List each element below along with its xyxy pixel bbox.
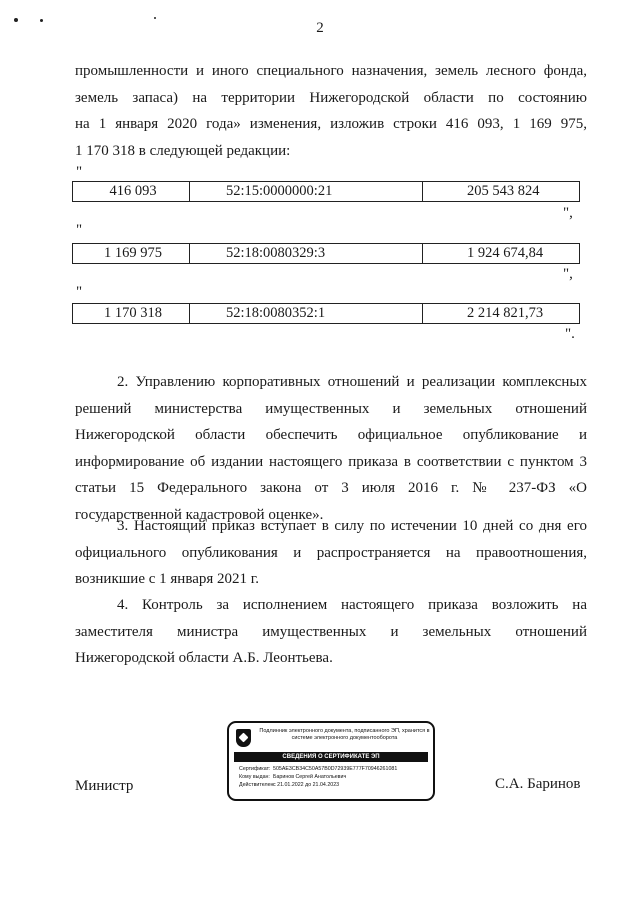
open-quote: "	[76, 222, 83, 238]
electronic-signature-stamp	[227, 721, 435, 801]
row-number: 1 169 975	[73, 244, 190, 264]
text-line: промышленности и иного специального назначения, земель лесного фонда,	[75, 63, 587, 79]
text-line: Нижегородской области А.Б. Леонтьева.	[75, 650, 333, 666]
signatory-title: Министр	[75, 778, 134, 794]
open-quote: "	[76, 284, 83, 300]
valid-value: с 21.01.2022 до 21.04.2023	[273, 782, 340, 788]
paragraph-4	[75, 592, 587, 672]
cadastral-number: 52:18:0080329:3	[190, 244, 423, 264]
text-line: государственной кадастровой оценке».	[75, 506, 324, 523]
cert-label: Сертификат:	[239, 766, 271, 772]
stamp-band: СВЕДЕНИЯ О СЕРТИФИКАТЕ ЭП	[234, 752, 428, 762]
close-quote: ",	[563, 266, 573, 282]
text-line: решений министерства имущественных и земельных отношений	[75, 400, 587, 417]
close-quote: ".	[565, 326, 575, 342]
intro-paragraph	[75, 58, 587, 164]
text-line: Нижегородской области обеспечить официальное опубликование и	[75, 427, 587, 443]
text-line: на 1 января 2020 года» изменения, изложив строки 416 093, 1 169 975,	[75, 116, 587, 132]
signatory-name: С.А. Баринов	[495, 776, 581, 792]
text-line: информирование об издании настоящего приказа в соответствии с пунктом 3	[75, 453, 587, 470]
close-quote: ",	[563, 205, 573, 221]
cadastral-number: 52:15:0000000:21	[190, 182, 423, 202]
text-line: 1 170 318 в следующей редакции:	[75, 142, 291, 159]
text-line: земель запаса) на территории Нижегородской области по состоянию	[75, 89, 587, 106]
certificate-details	[239, 765, 429, 789]
text-line: статьи 15 Федерального закона от 3 июля 2016 г. № 237-ФЗ «О	[75, 480, 587, 496]
owner-value: Баринов Сергей Анатольевич	[273, 774, 347, 780]
coat-of-arms-icon	[236, 729, 251, 747]
owner-label: Кому выдан:	[239, 774, 270, 780]
cadastral-value: 2 214 821,73	[423, 304, 580, 324]
paragraph-3	[75, 513, 587, 593]
paragraph-2	[75, 369, 587, 528]
table-row-1169975	[72, 243, 580, 264]
table-row-416093	[72, 181, 580, 202]
text-line: 4. Контроль за исполнением настоящего приказа возложить на	[117, 597, 587, 613]
text-line: официального опубликования и распространяется на правоотношения,	[75, 544, 587, 561]
open-quote: "	[76, 164, 83, 180]
cadastral-value: 205 543 824	[423, 182, 580, 202]
text-line: заместителя министра имущественных и земельных отношений	[75, 623, 587, 640]
text-line: 3. Настоящий приказ вступает в силу по истечении 10 дней со дня его	[117, 518, 587, 534]
cadastral-value: 1 924 674,84	[423, 244, 580, 264]
cert-value: 505AE3CB34C50A57B0D72939E777F70946261081	[273, 766, 398, 772]
text-line: 2. Управлению корпоративных отношений и реализации комплексных	[117, 374, 587, 390]
cadastral-number: 52:18:0080352:1	[190, 304, 423, 324]
table-row-1170318	[72, 303, 580, 324]
valid-label: Действителен:	[239, 782, 275, 788]
scan-dot	[154, 17, 156, 19]
page-number: 2	[316, 20, 324, 36]
text-line: возникшие с 1 января 2021 г.	[75, 571, 259, 587]
stamp-header: Подлинник электронного документа, подписанного ЭП, хранится в системе электронного документооборота	[259, 728, 430, 741]
row-number: 1 170 318	[73, 304, 190, 324]
row-number: 416 093	[73, 182, 190, 202]
